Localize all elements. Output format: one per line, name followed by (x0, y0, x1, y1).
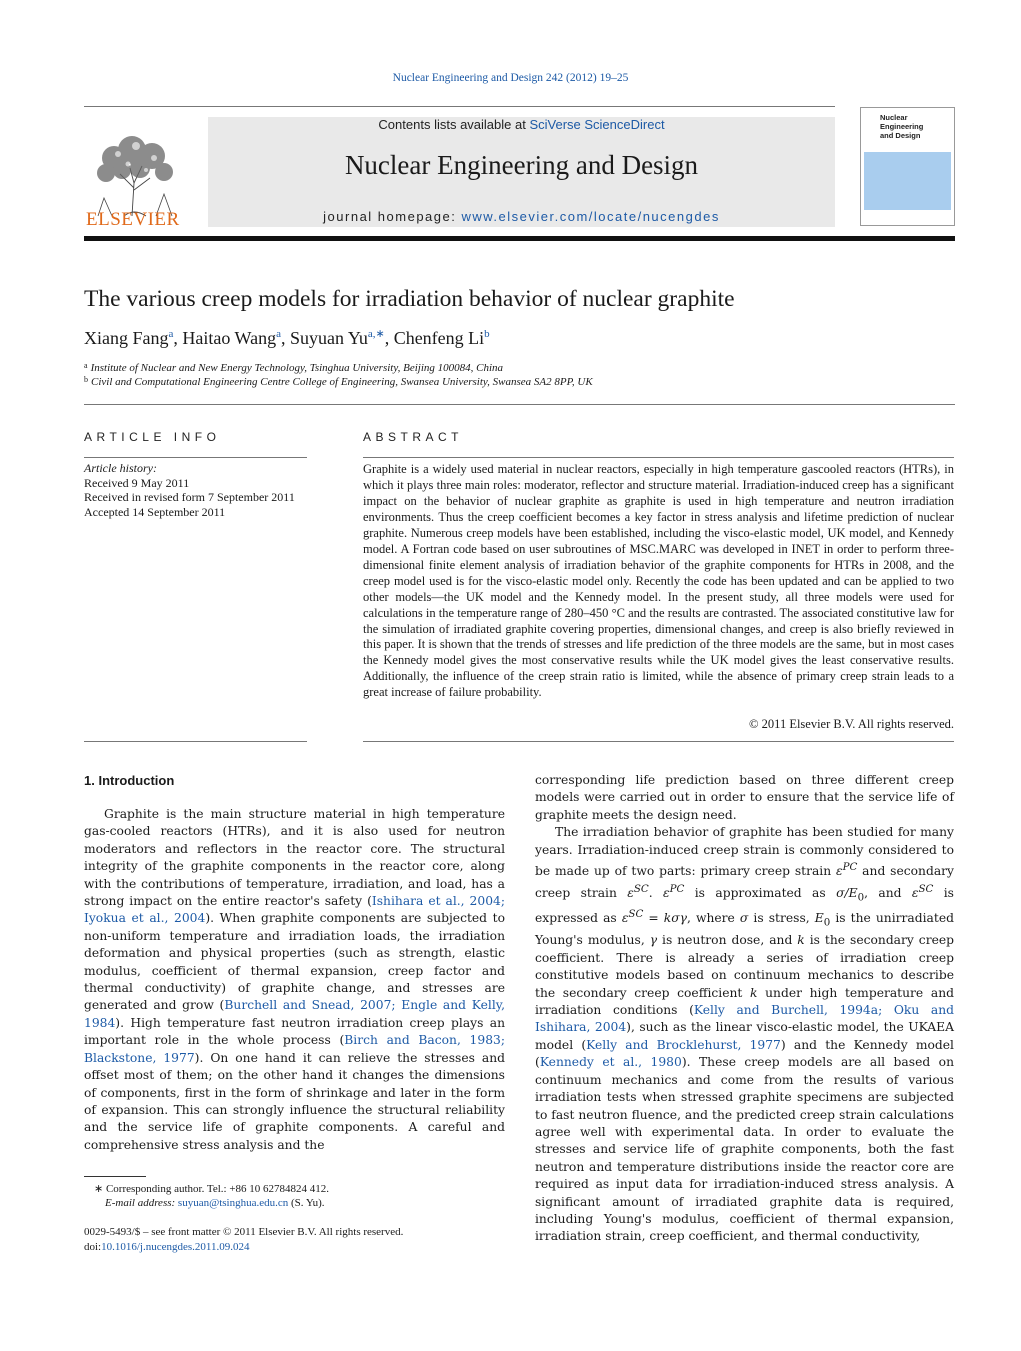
cover-title-line2: and Design (880, 131, 921, 140)
reference-link[interactable]: Burchell and Snead, 2007; Engle and Kelly, 1984 (84, 998, 505, 1030)
title-divider (84, 404, 955, 405)
email-suffix: (S. Yu). (288, 1197, 325, 1209)
history-accepted: Accepted 14 September 2011 (84, 504, 226, 519)
math-sup: PC (842, 861, 858, 874)
math-epsilon: ε (835, 864, 843, 879)
math-k: k (797, 933, 805, 948)
abstract-heading: ABSTRACT (363, 430, 464, 444)
author-affil-mark[interactable]: a (276, 328, 281, 340)
math-e: E (814, 911, 824, 926)
text-run: . (648, 885, 664, 900)
journal-citation[interactable]: Nuclear Engineering and Design 242 (2012) 19–25 (392, 72, 629, 84)
author-affil-mark[interactable]: a (168, 328, 174, 340)
email-note (105, 1197, 325, 1209)
article-info-bottom-rule (84, 741, 307, 742)
sciencedirect-link[interactable]: SciVerse ScienceDirect (529, 117, 665, 132)
math-gamma: γ (649, 933, 658, 948)
homepage-label: journal homepage: (323, 209, 462, 224)
history-received: Received 9 May 2011 (84, 475, 190, 490)
text-run: Graphite is the main structure material in high temperature gas-cooled reactors (HTRs), and it is also used for neutron moderators and reflectors in the reactor core. The structural integrity of the graphite components in the reactor core, along with the contributions of temperature, irradiation, and load, has a strong impact on the entire reactor's safety ( (84, 807, 505, 909)
email-link[interactable]: suyuan@tsinghua.edu.cn (177, 1197, 289, 1209)
text-run: ). These creep models are all based on continuum mechanics and come from the results of various irradiation tests when stressed graphite specimens are subjected to fast neutron fluence, and the predicted creep strain calculations agree well with experimental data. In order to evaluate the stresses and service life of graphite components, both the fast neutron and temperature distributions inside the reactor core are required as input data for irradiation-induced stress analysis. A significant amount of irradiated graphite data is required, including Young's modulus, coefficient of thermal expansion, irradiation strain, creep coefficient, and thermal conductivity, (535, 1055, 954, 1244)
cover-title (880, 113, 952, 140)
body-column-right (535, 772, 954, 1246)
abstract-copyright: © 2011 Elsevier B.V. All rights reserved. (749, 717, 954, 731)
elsevier-wordmark: ELSEVIER (86, 209, 180, 230)
article-info-rule (84, 457, 307, 458)
text-run: is approximated as (684, 885, 837, 900)
body-column-left (84, 806, 505, 1154)
section-heading-introduction: 1. Introduction (84, 773, 175, 788)
author-separator: , (384, 328, 394, 348)
affil-mark: b (84, 375, 88, 384)
text-run: ). When graphite components are subjected to non-uniform temperature and irradiation loads, the irradiation deformation and physical properties (such as strength, elastic modulus, coefficient of thermal expansion, creep factor and thermal conductivity) of graphite change, and stresses are generated and grow ( (84, 911, 505, 1013)
text-run: is stress, (748, 911, 815, 926)
reference-link[interactable]: Kelly and Brocklehurst, 1977 (586, 1037, 781, 1052)
reference-link[interactable]: Kennedy et al., 1980 (539, 1055, 682, 1070)
math-sup: SC (628, 908, 644, 921)
journal-homepage (208, 209, 835, 224)
author-separator: , (173, 328, 183, 348)
text-run: , where (686, 911, 740, 926)
affil-mark: a (84, 361, 88, 370)
math-sub: 0 (857, 891, 865, 904)
article-title: The various creep models for irradiation behavior of nuclear graphite (84, 286, 735, 312)
math-sup: SC (633, 882, 649, 895)
affiliation-a (84, 361, 503, 374)
homepage-link[interactable]: www.elsevier.com/locate/nucengdes (461, 209, 720, 224)
text-run: is expressed as (535, 885, 954, 926)
header-thick-rule (84, 236, 955, 241)
math-epsilon: ε (621, 911, 629, 926)
math-epsilon: ε (627, 885, 634, 900)
corresponding-author-note: ∗ Corresponding author. Tel.: +86 10 62784824 412. (94, 1183, 330, 1195)
author-separator: , (280, 328, 290, 348)
text-run: The irradiation behavior of graphite has been studied for many years. Irradiation-induced creep strain is commonly considered to be made up of two parts: primary creep strain (535, 825, 954, 879)
cover-title-line1: Nuclear Engineering (880, 113, 924, 131)
text-run: ), such as the linear visco-elastic model, the UKAEA model ( (535, 1020, 954, 1052)
contents-prefix: Contents lists available at (378, 117, 530, 132)
affil-text: Civil and Computational Engineering Centre College of Engineering, Swansea University, Swansea SA2 8PP, UK (91, 376, 593, 388)
affil-text: Institute of Nuclear and New Energy Technology, Tsinghua University, Beijing 100084, China (90, 362, 504, 374)
author-name: Xiang Fang (84, 328, 169, 348)
math-expr: = kσγ (643, 911, 687, 926)
intro-paragraph-2 (535, 824, 954, 1246)
reference-link[interactable]: Birch and Bacon, 1983; Blackstone, 1977 (84, 1033, 505, 1065)
text-run: , and (864, 885, 912, 900)
email-label: E-mail address: (105, 1197, 178, 1209)
text-run: under high temperature and irradiation conditions ( (535, 985, 954, 1018)
journal-name: Nuclear Engineering and Design (344, 150, 699, 180)
math-expr: σ/E (836, 885, 858, 900)
author-affil-mark[interactable]: a,∗ (367, 328, 385, 340)
text-run: ). High temperature fast neutron irradiation creep plays an important role in the whole process ( (84, 1015, 505, 1048)
article-info-heading: ARTICLE INFO (84, 430, 221, 444)
math-epsilon: ε (911, 885, 919, 900)
math-sup: PC (669, 882, 685, 895)
author-name: Chenfeng Li (393, 328, 485, 348)
issn-line: 0029-5493/$ – see front matter © 2011 Elsevier B.V. All rights reserved. (84, 1226, 404, 1238)
doi-link[interactable]: 10.1016/j.nucengdes.2011.09.024 (101, 1241, 250, 1253)
author-list (84, 327, 490, 349)
affiliation-b (84, 375, 593, 388)
cover-image-area (864, 152, 951, 210)
author-name: Haitao Wang (182, 328, 277, 348)
text-run: ). On one hand it can relieve the stresses and offset most of them; on the other hand it changes the dimensions of components, first in the form of shrinkage and later in the form of expansion. This can strongly influence the structural reliability and the service life of graphite components. A careful and comprehensive stress analysis and the (84, 1050, 505, 1152)
text-run: is the secondary creep coefficient. There is already a series of irradiation creep constitutive models based on continuum mechanics to describe the secondary creep coefficient (535, 933, 954, 1000)
contents-line (208, 117, 835, 132)
doi-prefix: doi: (84, 1241, 102, 1253)
intro-paragraph-1-continued: corresponding life prediction based on three different creep models were carried out in order to ensure that the service life of graphite meets the design need. (535, 773, 954, 822)
history-label: Article history: (84, 461, 157, 475)
header-rule (84, 106, 835, 107)
author-affil-mark[interactable]: b (484, 328, 490, 340)
footnote-rule (84, 1176, 146, 1177)
math-epsilon: ε (663, 885, 670, 900)
abstract-rule (363, 457, 954, 458)
intro-paragraph-1 (84, 806, 505, 1154)
text-run: and secondary creep strain (535, 864, 954, 900)
author-name: Suyuan Yu (289, 328, 368, 348)
reference-link[interactable]: Kelly and Burchell, 1994a; Oku and Ishihara, 2004 (535, 1003, 955, 1035)
abstract-bottom-rule (363, 741, 954, 742)
abstract-text: Graphite is a widely used material in nuclear reactors, especially in high temperature gascooled reactors (HTRs), in which it plays three main roles: moderator, reflector and structure material. Irradiation-induced creep has a significant impact on the behavior of nuclear graphite as graphite is used in high temperature and neutron irradiation environments. Thus the creep coefficient becomes a key factor in stress analysis and lifetime prediction of nuclear graphite. Numerous creep models have been established, including the visco-elastic model, UK model, and Kennedy model. A Fortran code based on user subroutines of MSC.MARC was developed in INET in order to perform three-dimensional finite element analysis of irradiation behavior of the graphite components for HTRs in 2008, and the creep model used is for the visco-elastic model only. Recently the code has been updated and can be applied to two other models—the UK model and the Kennedy model. In the present study, all three models were used for calculations in the temperature range of 280–450 °C and the results are contrasted. The associated constitutive law for the simulation of irradiated graphite covering properties, dimensional changes, and creep is also briefly reviewed in this paper. It is shown that the trends of stresses and life prediction of the three models are the same, but in most cases the Kennedy model gives the most conservative results while the UK model gives the least conservative results. Additionally, the influence of the creep strain ratio is limited, while the absence of primary creep strain leads to a great increase of failure probability. (363, 462, 954, 700)
math-sup: SC (918, 882, 934, 895)
text-run: ) and the Kennedy model ( (535, 1037, 954, 1070)
history-revised: Received in revised form 7 September 2011 (84, 490, 295, 505)
math-sigma: σ (739, 911, 749, 926)
doi-line (84, 1241, 250, 1253)
text-run: is neutron dose, and (657, 933, 798, 948)
math-k: k (750, 985, 758, 1000)
reference-link[interactable]: Ishihara et al., 2004; Iyokua et al., 2004 (84, 894, 505, 926)
math-sub: 0 (823, 917, 831, 930)
article-history (84, 461, 306, 519)
text-run: is the unirradiated Young's modulus, (535, 911, 954, 948)
